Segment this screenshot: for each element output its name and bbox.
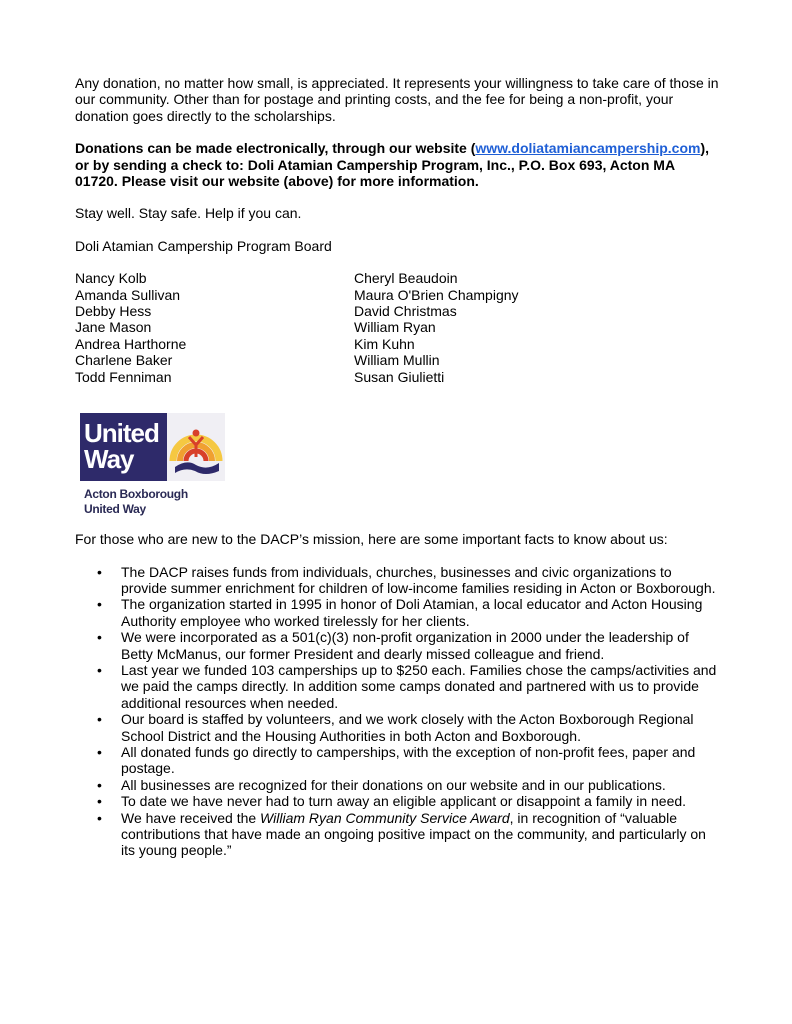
united-way-caption: Acton Boxborough United Way (84, 487, 188, 517)
donation-appreciation-paragraph: Any donation, no matter how small, is appreciated. It represents your willingness to take care of those in our community. Other than for postage and printing costs, and the fee for being a non-profit, your donation goes directly to the scholarships. (75, 75, 719, 124)
list-item: • Our board is staffed by volunteers, and we work closely with the Acton Boxborough Regional School District and the Housing Authorities in both Acton and Boxborough. (97, 711, 694, 744)
list-item: • All donated funds go directly to camperships, with the exception of non-profit fees, paper and postage. (97, 743, 696, 777)
board-member: Kim Kuhn (354, 335, 415, 352)
board-member: Amanda Sullivan (75, 286, 181, 303)
list-item-award: • We have received the William Ryan Community Service Award, in recognition of “valuable contributions that have made an ongoing positive impact on the community, and particularly on its young people.” (97, 809, 706, 859)
board-member: Maura O'Brien Champigny (354, 286, 519, 303)
mission-intro: For those who are new to the DACP’s mission, here are some important facts to know about us: (75, 531, 668, 548)
board-member: Debby Hess (75, 303, 152, 320)
board-member: Andrea Harthorne (75, 335, 187, 352)
united-way-logo (80, 413, 230, 517)
donation-instructions-address: ), or by sending a check to: Doli Atamian Campership Program, Inc., P.O. Box 693, Acton MA 01720. Please visit our website (above) for more information. (75, 140, 710, 190)
bullet-icon: • (97, 743, 102, 760)
bullet-icon: • (97, 563, 102, 580)
board-members (75, 270, 720, 385)
bullet-icon: • (97, 809, 102, 826)
board-column-right (354, 270, 654, 385)
board-member: Charlene Baker (75, 352, 173, 369)
donation-instructions-intro: Donations can be made electronically, through our website ( (75, 140, 476, 157)
letter-page (75, 75, 720, 859)
list-item: • The DACP raises funds from individuals, churches, businesses and civic organizations to provide summer enrichment for children of low-income families residing in Acton or Boxborough. (97, 563, 716, 596)
board-member: Todd Fenniman (75, 368, 172, 385)
bullet-icon: • (97, 793, 102, 810)
board-column-left (75, 270, 354, 385)
bullet-icon: • (97, 596, 102, 613)
list-item: • The organization started in 1995 in honor of Doli Atamian, a local educator and Acton Housing Authority employee who worked tirelessly for her clients. (97, 596, 703, 629)
list-item: • To date we have never had to turn away an eligible applicant or disappoint a family in need. (97, 793, 687, 810)
board-member: Nancy Kolb (75, 270, 147, 287)
board-member: Cheryl Beaudoin (354, 270, 458, 287)
board-member: Jane Mason (75, 319, 152, 336)
bullet-icon: • (97, 661, 102, 678)
list-item: • We were incorporated as a 501(c)(3) non-profit organization in 2000 under the leadership of Betty McManus, our former President and dearly missed colleague and friend. (97, 629, 689, 662)
bullet-icon: • (97, 776, 102, 793)
award-title: William Ryan Community Service Award (260, 809, 510, 826)
closing-line: Stay well. Stay safe. Help if you can. (75, 205, 302, 222)
list-item: • All businesses are recognized for their donations on our website and in our publications. (97, 776, 666, 793)
board-member: David Christmas (354, 303, 457, 320)
board-member: Susan Giulietti (354, 368, 445, 385)
facts-list (75, 564, 720, 859)
united-way-hand-rainbow-icon (167, 413, 225, 481)
board-member: William Ryan (354, 319, 436, 336)
bullet-icon: • (97, 711, 102, 728)
board-member: William Mullin (354, 352, 440, 369)
donation-instructions-paragraph (75, 140, 720, 189)
bullet-icon: • (97, 629, 102, 646)
website-link[interactable]: www.doliatamiancampership.com (475, 140, 701, 157)
list-item: • Last year we funded 103 camperships up to $250 each. Families chose the camps/activities and we paid the camps directly. In addition some camps donated and partnered with us to provide additional resources when needed. (97, 661, 717, 711)
board-title: Doli Atamian Campership Program Board (75, 237, 332, 254)
united-way-wordmark: United Way (80, 413, 167, 481)
